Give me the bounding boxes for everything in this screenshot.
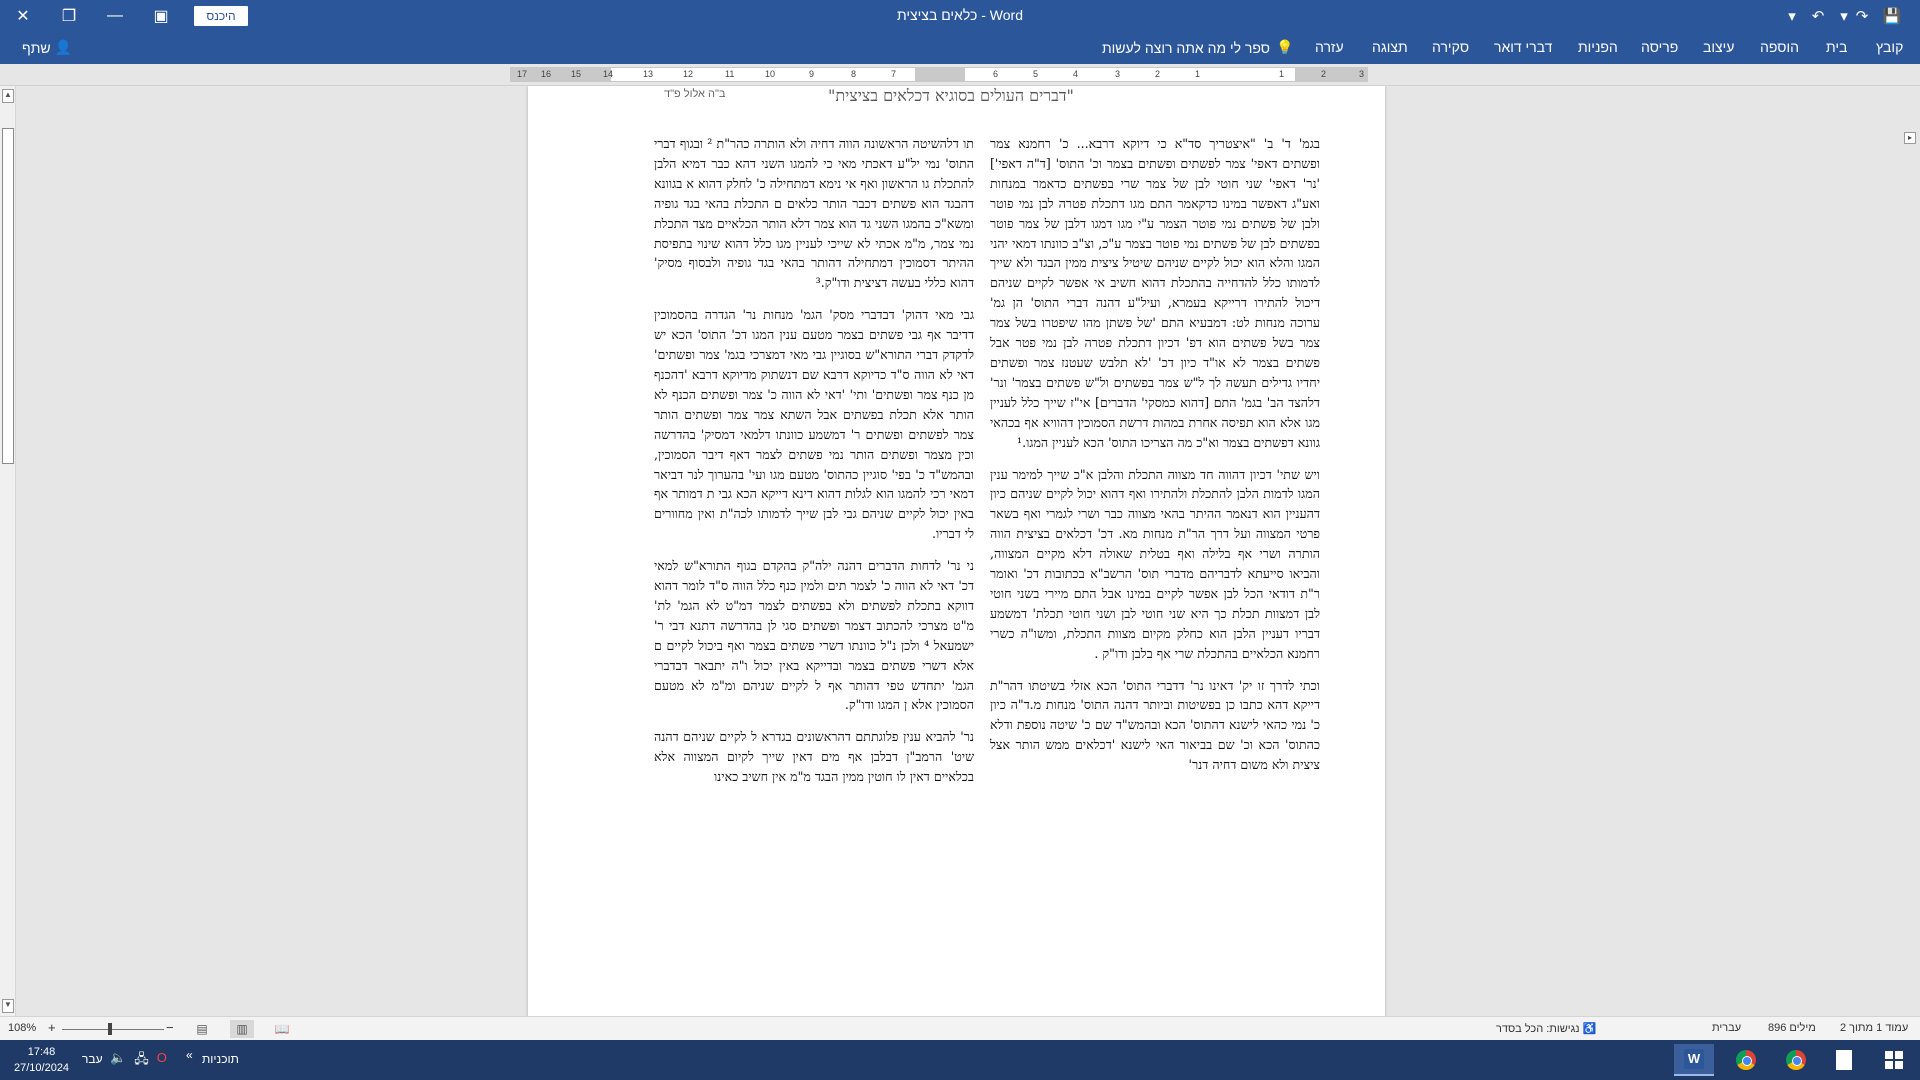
tray-overflow-icon[interactable]: « bbox=[186, 1048, 193, 1062]
tab-layout[interactable]: פריסה bbox=[1641, 39, 1679, 55]
ruler-number: 2 bbox=[1321, 69, 1327, 79]
ribbon-display-options-icon[interactable]: ▣ bbox=[153, 8, 169, 25]
ruler-number: 2 bbox=[1155, 69, 1161, 79]
accessibility-icon: ♿ bbox=[1582, 1023, 1597, 1035]
page-count[interactable]: עמוד 1 מתוך 2 bbox=[1840, 1022, 1909, 1034]
paragraph: ני נר' לדחות הדברים דהנה ילה"ק בהקדם בגוף התורא"ש למאי דכ' דאי לא הווה כ' לצמר תים ולמין כנף כלל הווה ס"ד לומר דהוא דווקא בתכלת לפשתים ולא בפשתים לצמר דמ"ט לא הגמ' לת' מ"ט מצרכי להכתוב דצמר ופשתים סגי לן בהדרשה דתנא דבי ר' ישמעאל ⁴ ולכן נ"ל כוונתו דשרי פשתים בצמר ואף ביכול לקיים ם אלא דשרי פשתים בצמר ובדייקא באין יכול ו"ה יתבאר דבדברי הגמ' יתחדש טפי דהותר אף ל לקיים שניהם ומ"מ לא מטעם הסמוכין אלא ן המגו ודו"ק. bbox=[654, 558, 974, 713]
paragraph: וכתי לדרך זו יק' דאינו נר' דדברי התוס' הכא אזלי בשיטתו דהר"ת דייקא דהא כתבו כן בפשיטות וביותר דהנה התוס' מנחות מ.ד"ה כיון כ' נמי כהאי לישנא דהתוס' הכא ובהמש"ד שם כ' שיטה נוספת ודלא כהתוס' הכא וכ' שם בביאור האי לישנא 'דכלאים ממש הותר אצל ציצית ולא משום דחיה דנר' bbox=[990, 677, 1320, 773]
status-bar bbox=[0, 1016, 1920, 1040]
sign-in-button[interactable]: היכנס bbox=[194, 6, 248, 26]
clock-date: 27/10/2024 bbox=[14, 1062, 70, 1074]
tab-home[interactable]: בית bbox=[1826, 39, 1848, 55]
ruler-number: 3 bbox=[1115, 69, 1121, 79]
opera-icon[interactable]: O bbox=[156, 1050, 167, 1065]
tab-mailings[interactable]: דברי דואר bbox=[1494, 39, 1553, 55]
ruler-number: 13 bbox=[643, 69, 654, 79]
save-icon[interactable]: 💾 bbox=[1882, 8, 1902, 25]
zoom-slider-track[interactable] bbox=[62, 1029, 164, 1030]
document-canvas bbox=[16, 86, 1904, 1016]
ruler-number: 3 bbox=[1359, 69, 1365, 79]
ruler-number: 15 bbox=[571, 69, 582, 79]
scroll-up-arrow-icon[interactable]: ▲ bbox=[2, 89, 14, 103]
undo-icon[interactable]: ↶ bbox=[1811, 8, 1825, 25]
tab-help[interactable]: עזרה bbox=[1315, 39, 1344, 55]
text-column-left[interactable] bbox=[654, 134, 974, 974]
ruler-number: 1 bbox=[1195, 69, 1201, 79]
tab-review[interactable]: סקירה bbox=[1432, 39, 1470, 55]
ruler-number: 8 bbox=[851, 69, 857, 79]
minimize-button[interactable]: — bbox=[107, 7, 123, 24]
zoom-level[interactable]: 108% bbox=[8, 1022, 37, 1034]
paragraph: תו דלהשיטה הראשונה הווה דחיה ולא הותרה כהר"ת ² ובגוף דברי התוס' נמי יל"ע דאכתי מאי כי להמגו השני דהא כבר דמיא הלבן להתכלת גו הראשון ואף אי נימא דמתחילה כ' לחלק דהוא א בגוונא דהבגד הוא פשתים דכבר הותר כלאים ם התכלת בהאי בגד גופיה ומשא"כ בהמגו השני גד הוא צמר דלא הותר הכלאיים מצד התכלת נמי צמר, מ"מ אכתי לא שייכי לעניין מגו כלל דהוא שינוי בתפיסת ההיתר דסמוכין דמתחילה דהותר בהאי בגד גופיה ולבסוף מסיק' דהוא כללי בעשה דציצית ודו"ק.³ bbox=[654, 136, 974, 291]
share-button[interactable] bbox=[22, 39, 72, 56]
page-header-title: "דברים העולים בסוגיא דכלאים בציצית" bbox=[828, 86, 1074, 105]
zoom-out-icon[interactable]: − bbox=[166, 1020, 174, 1035]
ruler-number: 16 bbox=[541, 69, 552, 79]
read-mode-view-icon[interactable]: 📖 bbox=[274, 1022, 290, 1036]
ruler-number: 4 bbox=[1073, 69, 1079, 79]
clock[interactable] bbox=[14, 1044, 69, 1076]
windows-start-icon[interactable] bbox=[1874, 1044, 1914, 1076]
restore-button[interactable]: ❐ bbox=[61, 8, 77, 25]
word-taskbar-icon[interactable]: W bbox=[1674, 1044, 1714, 1076]
language-status[interactable]: עברית bbox=[1712, 1022, 1742, 1034]
close-button[interactable]: ✕ bbox=[16, 8, 30, 25]
ruler-number: 1 bbox=[1279, 69, 1285, 79]
ruler-number: 5 bbox=[1033, 69, 1039, 79]
scroll-thumb[interactable] bbox=[2, 128, 14, 464]
paragraph: נר' להביא ענין פלוגתתם דהראשונים בגדרא ל לקיים שניהם דהנה שיט' הרמב"ן דבלבן אף מים דאין שייך לקיום המצווה אלא בכלאיים דאין לו חוטין ממין הבגד מ"מ אין חשיב כאינו bbox=[654, 729, 974, 785]
scroll-down-arrow-icon[interactable]: ▼ bbox=[2, 999, 14, 1013]
ruler-number: 6 bbox=[993, 69, 999, 79]
zoom-in-icon[interactable]: + bbox=[48, 1020, 56, 1035]
ribbon-tabs bbox=[0, 32, 1920, 64]
print-layout-view-icon[interactable]: ▥ bbox=[230, 1020, 254, 1038]
tab-insert[interactable]: הוספה bbox=[1760, 39, 1799, 55]
undo-dropdown-icon[interactable]: ▾ bbox=[1840, 8, 1848, 25]
person-icon: 👤 bbox=[54, 39, 73, 55]
word-count[interactable]: 896 מילים bbox=[1768, 1022, 1816, 1034]
ruler-number: 9 bbox=[809, 69, 815, 79]
lightbulb-icon: 💡 bbox=[1275, 39, 1294, 55]
ruler-number: 17 bbox=[517, 69, 528, 79]
horizontal-ruler[interactable] bbox=[510, 67, 1368, 82]
chrome-taskbar-icon[interactable] bbox=[1776, 1044, 1816, 1076]
volume-icon[interactable]: 🔈 bbox=[110, 1050, 127, 1065]
window-title: כלאים בציצית - Word bbox=[897, 7, 1023, 23]
tab-references[interactable]: הפניות bbox=[1578, 39, 1618, 55]
tell-me-label: ספר לי מה אתה רוצה לעשות bbox=[1102, 39, 1270, 56]
share-label: שתף bbox=[22, 39, 51, 56]
taskbar bbox=[0, 1040, 1920, 1080]
view-ruler-toggle[interactable]: ▸ bbox=[1904, 132, 1916, 144]
chrome-taskbar-icon[interactable] bbox=[1726, 1044, 1766, 1076]
customize-qat-icon[interactable]: ▾ bbox=[1788, 8, 1796, 25]
document-page[interactable] bbox=[528, 86, 1385, 1016]
accessibility-label: נגישות: הכל בסדר bbox=[1496, 1023, 1580, 1035]
web-layout-view-icon[interactable]: ▤ bbox=[196, 1022, 208, 1036]
tab-view[interactable]: תצוגה bbox=[1372, 39, 1408, 55]
clock-time: 17:48 bbox=[27, 1046, 56, 1058]
zoom-slider-thumb[interactable] bbox=[108, 1023, 112, 1035]
tab-file[interactable]: קובץ bbox=[1876, 39, 1904, 55]
ruler-number: 7 bbox=[891, 69, 897, 79]
programs-label[interactable]: תוכניות bbox=[202, 1052, 239, 1066]
page-header-date: ב"ה אלול פ"ד bbox=[664, 88, 726, 100]
ruler-column-gap bbox=[915, 68, 965, 81]
ruler-number: 11 bbox=[725, 69, 735, 79]
tab-design[interactable]: עיצוב bbox=[1703, 39, 1735, 55]
title-bar bbox=[0, 0, 1920, 32]
ruler-number: 10 bbox=[765, 69, 776, 79]
ruler-number: 12 bbox=[683, 69, 694, 79]
text-column-right[interactable] bbox=[990, 134, 1320, 974]
ruler-margin-right bbox=[1295, 68, 1367, 81]
system-tray bbox=[110, 1050, 167, 1072]
input-language[interactable]: עבר bbox=[82, 1052, 103, 1066]
paragraph: גבי מאי דהוק' דבדברי מסק' הגמ' מנחות נר' הגדרה בהסמוכין דדיבר אף גבי פשתים בצמר מטעם ענין המגו דכ' התוס' הכא יש לדקדק דברי התורא"ש בסוגיין גבי מאי דמצרכי בגמ' צמר ופשתים' דאי לא הווה ס"ד כדיוקא דרבא שם דנשתוק מדיוקא דרבא 'דהכנף מן כנף צמר ופשתים' ותי' 'דאי לא הווה כ' צמר ופשתים הכנף לא הותר אלא תכלת בפשתים אבל השתא צמר צמר ופשתים הותר צמר לפשתים ופשתים ר' דמשמע כוונתו דלמאי דמסיק' בהדרשה וכין מצמר ופשתים הותר נמי פשתים לצמר דאף דיבר הסמוכין, ובהמש"ד כ' בפי' סוגיין כהתוס' מטעם מגו ועי' בהערוך לנר דביאר דמאי רכי להמגו הוא לגלות דהוא דינא דייקא הכא גבי ת דמותר אף באין יכול לקיים שניהם גבי לבן שייך לדמותו לכה"ת ואין מחוורים לי דבריו. bbox=[654, 307, 974, 542]
redo-icon[interactable]: ↷ bbox=[1855, 8, 1869, 25]
tell-me-box[interactable] bbox=[1102, 39, 1293, 56]
ruler-number: 14 bbox=[603, 69, 614, 79]
network-icon[interactable]: 🖧 bbox=[134, 1051, 149, 1066]
paragraph: בגמ' ד' ב' "איצטריך סד"א כי דיוקא דרבא... כ' רחמנא צמר ופשתים דאפי' צמר לפשתים ופשתים בצמר וכ' התוס' [ד"ה דאפי'] 'נר' דאפי' שני חוטי לבן של צמר שרי בפשתים כדאמר במנחות ואע"ג דאפשר במינו כדקאמר התם מגו דתכלת פטרה לבן נמי פוטר ולבן של פשתים נמי פוטר הצמר ע"י מגו דמגו דלבן של צמר פוטר בפשתים לבן של פשתים נמי פוטר בצמר ע"כ, וצ"ב כוונתו דמאי יהני המגו והלא הוא יכול לקיים שניהם שיטיל ציצית ממין הבגד ולא שייך לדמותו כלל להדחייה בהתכלת דהוא חשיב אי אפשר לקיים שניהם דיכול להתירו דרייקא בעמרא, ועיל"ע דהנה דברי התוס' הן גמ' ערוכה מנחות לט: דמבעיא התם 'של פשתן מהו שיפטרו בשל צמר צמר בשל פשתים הוא דפ' דכיון דתכלת פטרה לבן נמי פטר אבל פשתים בצמר לא או"ד כיון דכ' 'לא תלבש שעטנז צמר ופשתים יחדיו גדילים תעשה לך ל"ש צמר בפשתים ול"ש פשתים בצמר' ונר' דלהצד הב' בגמ' התם [דהוא כמסקי' הדברים] אי"ז שייך כלל לעניין מגו אלא הוא תפיסה אחרת במהות דרשת הסמוכין דהוויא אף בכהאי גוונא דפשתים בצמר וא"כ מה הצריכו התוס' הכא לעניין המגו.¹ bbox=[990, 136, 1320, 450]
file-taskbar-icon[interactable] bbox=[1824, 1044, 1864, 1076]
paragraph: ויש שתי' דכיון דהווה חד מצווה התכלת והלבן א"כ שייך למימר ענין המגו לדמות הלבן להתכלת ולהתירו ואף דהוא יכול לקיים שניהם כיון דהעניין הוא דנאמר ההיתר בהאי מצווה כבר ושרי לגמרי ואף בשאר פרטי המצווה ועל דרך הר"ת מנחות מא. דכ' דכלאים בציצית הווה הותרה ושרי אף בלילה ואף בטלית שאולה דלא מקיים המצווה, והביאו סייעתא לדבריהם מדברי תוס' הרשב"א בכתובות דכ' ואומר ר"ת דודאי הכל לבן אפשר לקיים במינו אבל התם מיירי בשני חוטי לבן דמצוות תכלת כך היא שני חוטי לבן ושני חוטי תכלת' דמשמע דבריו דעניין הלבן הוא כחלק מקיום מצוות התכלת, ומשו"ה כשרי רחמנא הכלאיים בהתכלת שרי אף בלבן ודו"ק . bbox=[990, 466, 1320, 661]
vertical-scrollbar[interactable] bbox=[0, 86, 16, 1016]
accessibility-status[interactable] bbox=[1496, 1022, 1596, 1035]
